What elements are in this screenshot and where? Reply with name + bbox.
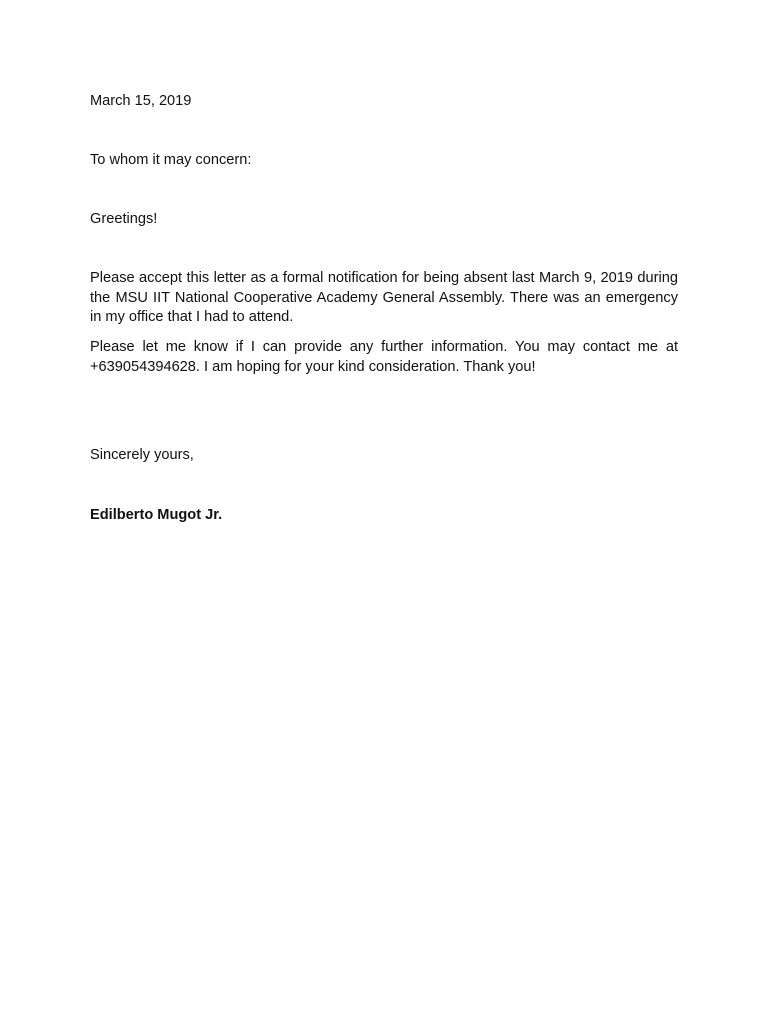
letter-salutation: To whom it may concern: xyxy=(90,152,252,168)
paragraph-1-line: in my office that I had to attend. xyxy=(90,309,294,325)
paragraph-1-line: the MSU IIT National Cooperative Academy General Assembly. There was an emergency xyxy=(90,289,678,306)
letter-paragraph-2 xyxy=(90,338,678,377)
paragraph-2-line: Please let me know if I can provide any further information. You may contact me at xyxy=(90,339,678,355)
letter-paragraph-1 xyxy=(90,269,678,328)
letter-signature: Edilberto Mugot Jr. xyxy=(90,507,223,523)
paragraph-1-line: Please accept this letter as a formal notification for being absent last March 9, 2019 during xyxy=(90,270,678,286)
letter-closing: Sincerely yours, xyxy=(90,447,194,463)
letter-greeting: Greetings! xyxy=(90,211,158,227)
letter-date: March 15, 2019 xyxy=(90,93,192,109)
paragraph-2-line: +639054394628. I am hoping for your kind consideration. Thank you! xyxy=(90,358,536,375)
